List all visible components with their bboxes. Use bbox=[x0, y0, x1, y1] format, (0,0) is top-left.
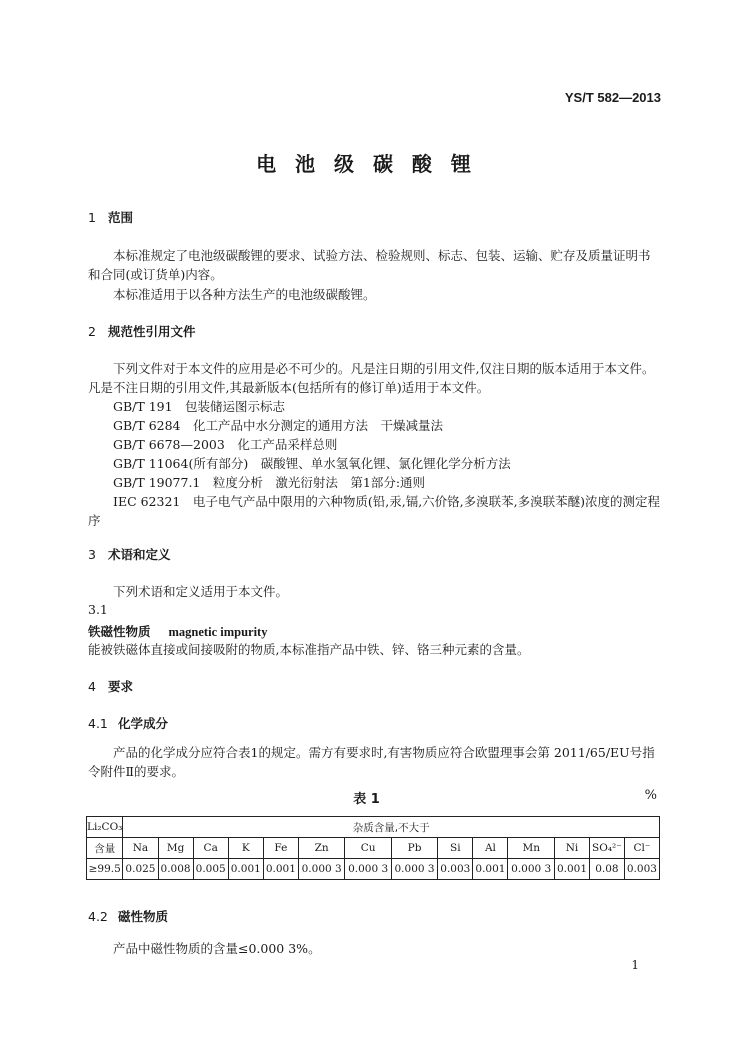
section-number: 1 bbox=[88, 210, 96, 225]
reference-item: GB/T 6678—2003 化工产品采样总则 bbox=[113, 437, 338, 452]
value-cell: 0.000 3 bbox=[508, 859, 554, 880]
document-title: 电 池 级 碳 酸 锂 bbox=[256, 152, 477, 176]
term-definition: 能被铁磁体直接或间接吸附的物质,本标准指产品中铁、锌、铬三种元素的含量。 bbox=[88, 642, 530, 657]
reference-item: GB/T 6284 化工产品中水分测定的通用方法 干燥减量法 bbox=[113, 418, 444, 433]
header-cell: 含量 bbox=[87, 838, 123, 859]
table-row bbox=[87, 859, 660, 880]
value-cell: 0.001 bbox=[228, 859, 263, 880]
subsection-4-2-heading bbox=[88, 907, 168, 925]
section-3-paragraph-1: 下列术语和定义适用于本文件。 bbox=[113, 584, 289, 599]
section-1-heading bbox=[88, 208, 133, 226]
subsection-number: 4.1 bbox=[88, 716, 108, 731]
section-1-paragraph-2: 本标准适用于以各种方法生产的电池级碳酸锂。 bbox=[113, 287, 376, 302]
reference-item: GB/T 191 包装储运图示标志 bbox=[113, 399, 286, 414]
section-title: 术语和定义 bbox=[108, 547, 171, 562]
element-cell: Zn bbox=[298, 838, 344, 859]
element-cell: SO₄²⁻ bbox=[590, 838, 625, 859]
value-cell: 0.025 bbox=[123, 859, 158, 880]
section-number: 2 bbox=[88, 324, 96, 339]
section-number: 4 bbox=[88, 679, 96, 694]
value-cell: 0.001 bbox=[554, 859, 589, 880]
content-cell: ≥99.5 bbox=[87, 859, 123, 880]
value-cell: 0.008 bbox=[158, 859, 193, 880]
table-caption: 表 1 bbox=[353, 792, 380, 807]
value-cell: 0.003 bbox=[624, 859, 659, 880]
element-cell: Mg bbox=[158, 838, 193, 859]
section-1-paragraph-1: 本标准规定了电池级碳酸锂的要求、试验方法、检验规则、标志、包装、运输、贮存及质量证明书和合同(或订货单)内容。 bbox=[88, 248, 651, 282]
section-3-heading bbox=[88, 545, 171, 563]
subsection-4-1-paragraph: 产品的化学成分应符合表1的规定。需方有要求时,有害物质应符合欧盟理事会第 2011/65/EU号指令附件Ⅱ的要求。 bbox=[88, 745, 655, 779]
element-cell: Pb bbox=[391, 838, 437, 859]
value-cell: 0.000 3 bbox=[345, 859, 391, 880]
standard-number: YS/T 582—2013 bbox=[564, 90, 661, 105]
section-2-heading bbox=[88, 322, 196, 340]
page-number: 1 bbox=[631, 958, 639, 972]
impurity-header-cell: 杂质含量,不大于 bbox=[123, 817, 660, 838]
value-cell: 0.000 3 bbox=[298, 859, 344, 880]
subsection-4-2-paragraph: 产品中磁性物质的含量≤0.000 3%。 bbox=[113, 941, 321, 956]
chemical-composition-table bbox=[86, 816, 660, 880]
value-cell: 0.005 bbox=[193, 859, 228, 880]
subsection-title: 磁性物质 bbox=[118, 909, 169, 924]
element-cell: Ni bbox=[554, 838, 589, 859]
element-cell: Si bbox=[438, 838, 473, 859]
section-title: 范围 bbox=[108, 210, 134, 225]
term-english: magnetic impurity bbox=[168, 625, 268, 639]
reference-item-iec: IEC 62321 电子电气产品中限用的六种物质(铅,汞,镉,六价铬,多溴联苯,多溴联苯醚)浓度的测定程序 bbox=[88, 494, 660, 528]
term-chinese: 铁磁性物质 bbox=[88, 624, 151, 639]
value-cell: 0.08 bbox=[590, 859, 625, 880]
subsection-number: 4.2 bbox=[88, 909, 108, 924]
section-title: 规范性引用文件 bbox=[108, 324, 196, 339]
section-title: 要求 bbox=[108, 679, 134, 694]
subsection-title: 化学成分 bbox=[118, 716, 169, 731]
element-cell: Cl⁻ bbox=[624, 838, 659, 859]
header-cell: Li₂CO₃ bbox=[87, 817, 123, 838]
element-cell: Na bbox=[123, 838, 158, 859]
element-cell: Ca bbox=[193, 838, 228, 859]
value-cell: 0.003 bbox=[438, 859, 473, 880]
element-cell: Mn bbox=[508, 838, 554, 859]
section-number: 3 bbox=[88, 547, 96, 562]
section-2-paragraph-1: 下列文件对于本文件的应用是必不可少的。凡是注日期的引用文件,仅注日期的版本适用于本文件。凡是不注日期的引用文件,其最新版本(包括所有的修订单)适用于本文件。 bbox=[88, 361, 655, 395]
element-cell: Al bbox=[473, 838, 508, 859]
element-cell: K bbox=[228, 838, 263, 859]
table-element-row bbox=[87, 838, 660, 859]
value-cell: 0.001 bbox=[473, 859, 508, 880]
element-cell: Fe bbox=[263, 838, 298, 859]
section-4-heading bbox=[88, 677, 133, 695]
table-header-row bbox=[87, 817, 660, 838]
reference-item: GB/T 11064(所有部分) 碳酸锂、单水氢氧化锂、氯化锂化学分析方法 bbox=[113, 456, 511, 471]
term-entry bbox=[88, 622, 267, 640]
value-cell: 0.000 3 bbox=[391, 859, 437, 880]
value-cell: 0.001 bbox=[263, 859, 298, 880]
element-cell: Cu bbox=[345, 838, 391, 859]
subsection-4-1-heading bbox=[88, 714, 168, 732]
reference-item: GB/T 19077.1 粒度分析 激光衍射法 第1部分:通则 bbox=[113, 475, 426, 490]
table-unit: % bbox=[644, 788, 657, 803]
term-number: 3.1 bbox=[88, 602, 108, 617]
